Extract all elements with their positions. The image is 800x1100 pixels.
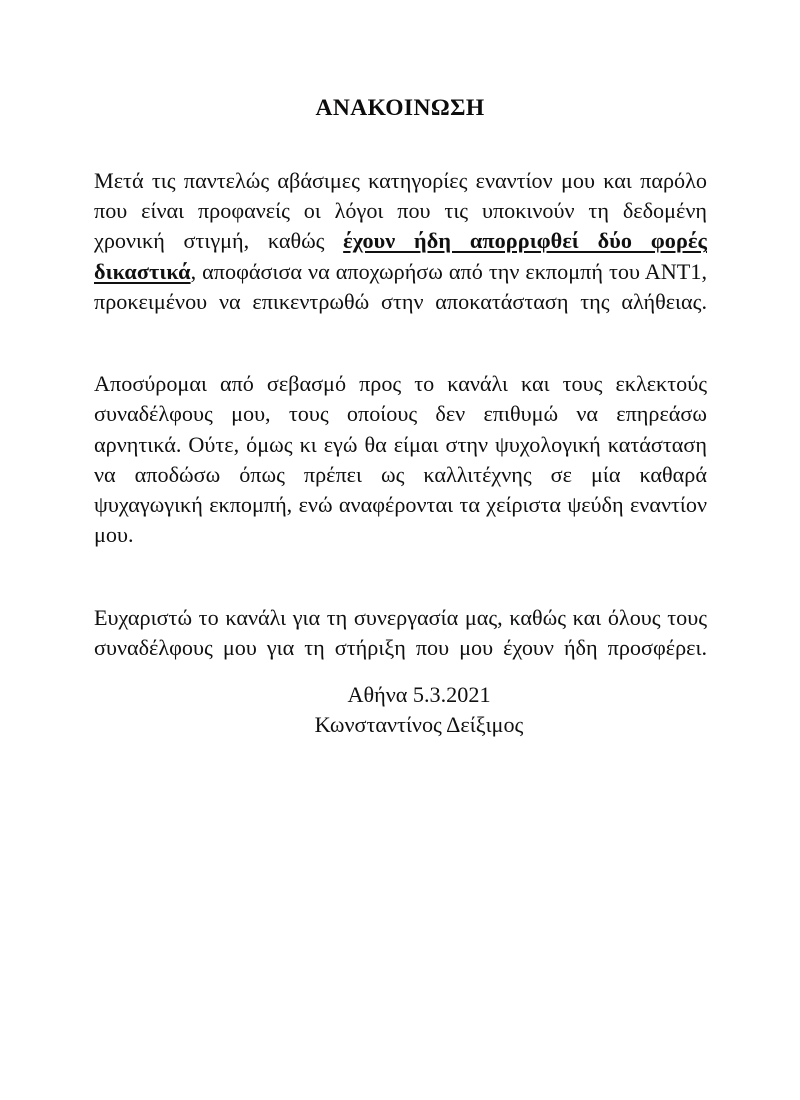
paragraph-1-lead: Μετά τις παντελώς αβάσιμες κατηγορίες εναντίον μου και παρόλο που είναι προφανείς οι λόγοι που τις υποκινούν τη δεδομένη χρονική στιγμή, καθώς bbox=[94, 168, 707, 254]
paragraph-2: Αποσύρομαι από σεβασμό προς το κανάλι και τους εκλεκτούς συναδέλφους μου, τους οποίους δεν επιθυμώ να επηρεάσω αρνητικά. Ούτε, όμως κι εγώ θα είμαι στην ψυχολογική κατάσταση να αποδώσω όπως πρέπει ως καλλιτέχνης σε μία καθαρά ψυχαγωγική εκπομπή, ενώ αναφέρονται τα χείριστα ψεύδη εναντίον μου. bbox=[94, 371, 707, 548]
document-body bbox=[94, 166, 707, 693]
paragraph-3: Ευχαριστώ το κανάλι για τη συνεργασία μας, καθώς και όλους τους συναδέλφους μου για τη στήριξη που μου έχουν ήδη προσφέρει. bbox=[94, 604, 707, 660]
paragraph-1-tail: , αποφάσισα να αποχωρήσω από την εκπομπή του ΑΝΤ1, προκειμένου να επικεντρωθώ στην αποκατάσταση της αλήθειας. bbox=[94, 258, 707, 314]
signature-name: Κωνσταντίνος Δείξιμος bbox=[314, 712, 524, 738]
paragraph-1 bbox=[94, 166, 707, 347]
page-title: ΑΝΑΚΟΙΝΩΣΗ bbox=[315, 94, 485, 121]
signature-block bbox=[0, 680, 800, 740]
emphasized-underlined-phrase: έχουν ήδη απορριφθεί δύο φορές δικαστικά bbox=[94, 228, 708, 284]
signature-place-and-date: Αθήνα 5.3.2021 bbox=[347, 682, 491, 707]
